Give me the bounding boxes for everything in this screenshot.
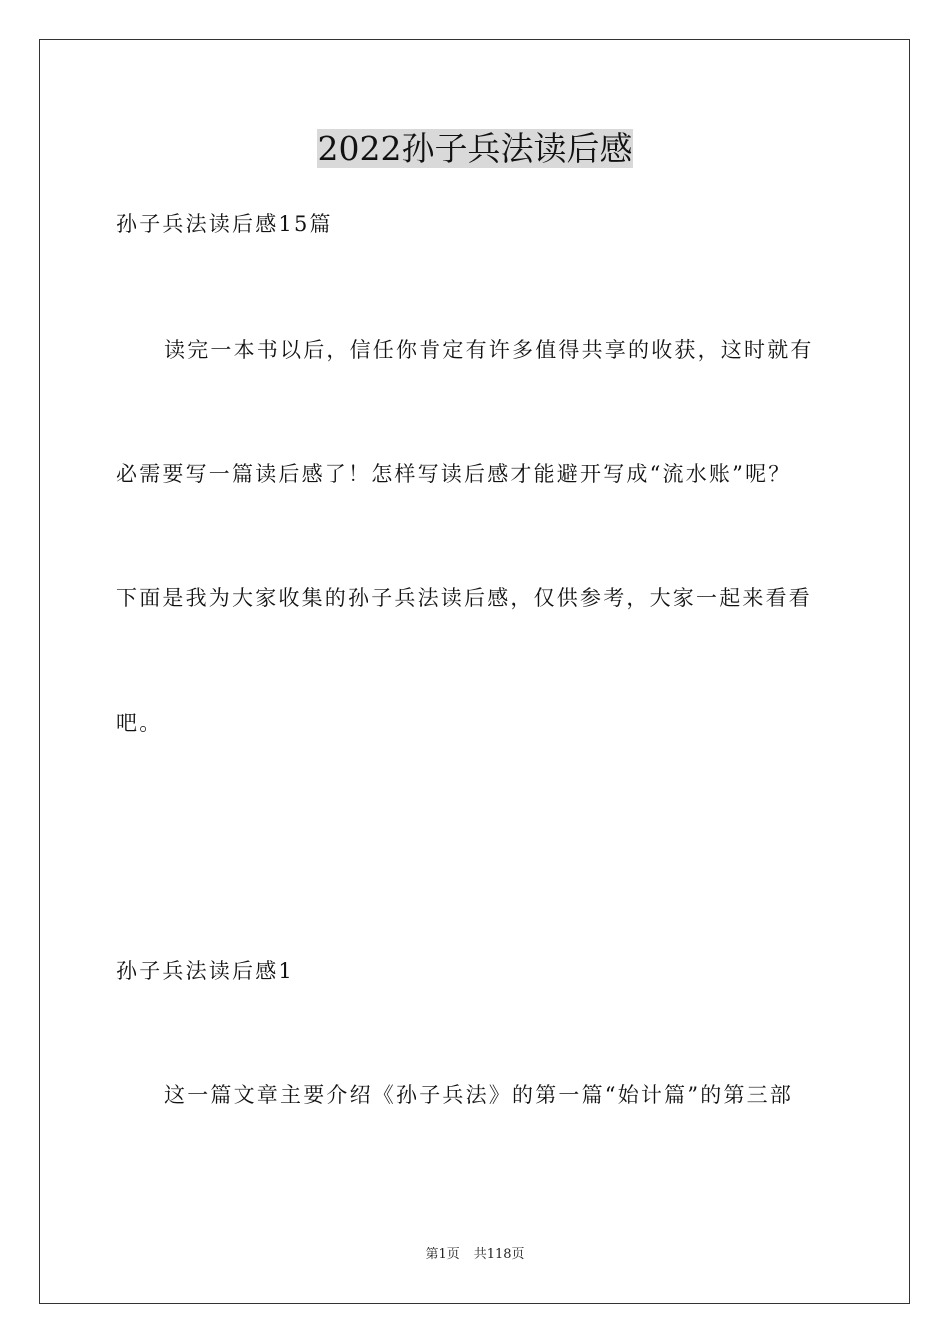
document-subtitle: 孙子兵法读后感15篇 xyxy=(116,212,333,236)
page-number: 第1页 xyxy=(425,1247,460,1262)
document-title-text: 2022孙子兵法读后感 xyxy=(317,129,633,168)
page-total: 共118页 xyxy=(473,1247,525,1262)
intro-line-4: 吧。 xyxy=(116,711,163,735)
intro-line-2: 必需要写一篇读后感了！怎样写读后感才能避开写成“流水账”呢？ xyxy=(116,462,792,486)
intro-line-1: 读完一本书以后，信任你肯定有许多值得共享的收获，这时就有 xyxy=(164,338,814,362)
section-heading: 孙子兵法读后感1 xyxy=(116,959,294,983)
section-first-line: 这一篇文章主要介绍《孙子兵法》的第一篇“始计篇”的第三部 xyxy=(164,1083,794,1107)
page-footer xyxy=(0,1246,950,1264)
intro-line-3: 下面是我为大家收集的孙子兵法读后感，仅供参考，大家一起来看看 xyxy=(116,586,812,610)
document-title xyxy=(0,126,950,172)
